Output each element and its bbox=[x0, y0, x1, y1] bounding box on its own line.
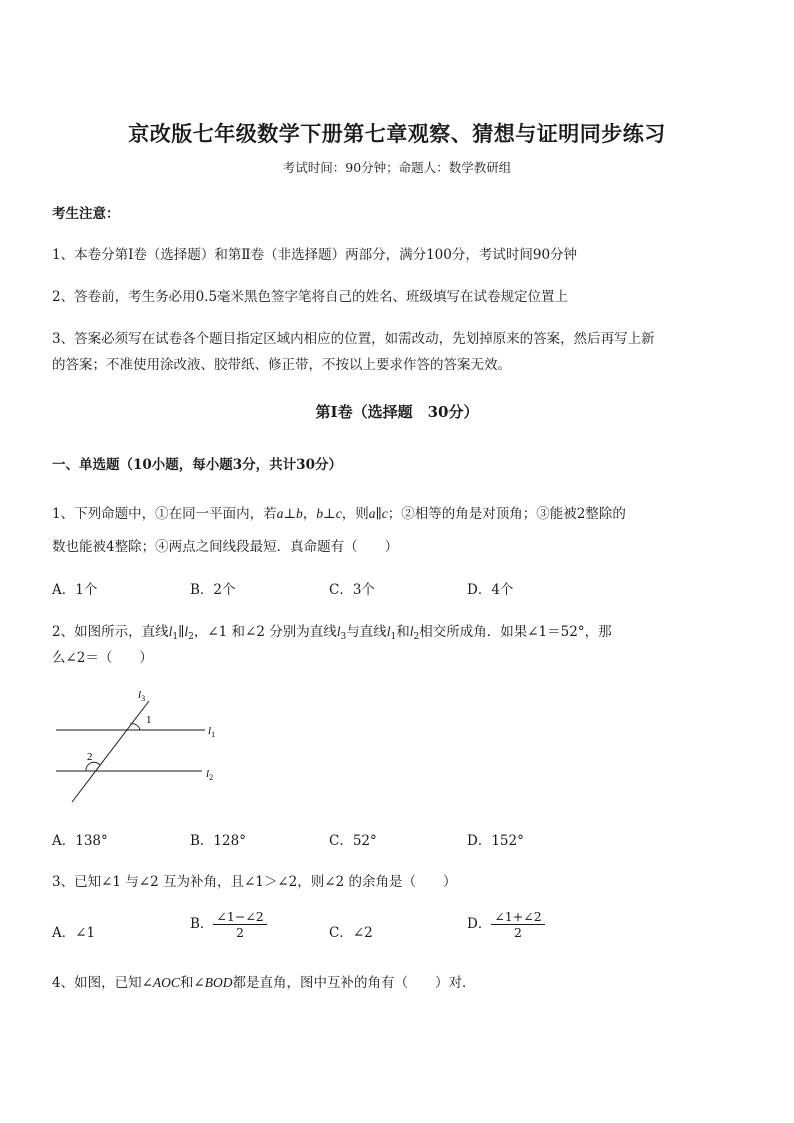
question-4-text: 4、如图，已知∠AOC和∠BOD都是直角，图中互补的角有（ ）对． bbox=[52, 975, 476, 991]
question-2-line-1: 2、如图所示，直线$l_1\parallel l_2$，∠1 和∠2 分别为直线$l_3$与直线$l_1$和$l_2$相交所成角．如果∠1＝52°，那 bbox=[52, 624, 612, 642]
q2-option-c[interactable]: C．52° bbox=[329, 833, 377, 849]
question-2-line-2: 么∠2＝（ ） bbox=[52, 650, 153, 666]
q2-option-a[interactable]: A．138° bbox=[52, 833, 108, 849]
notice-item-1: 1、本卷分第Ⅰ卷（选择题）和第Ⅱ卷（非选择题）两部分，满分100分，考试时间90分钟 bbox=[52, 247, 578, 263]
line-l3 bbox=[72, 701, 149, 802]
q3-option-d[interactable]: D． $\frac{\angle 1+\angle 2}{2}$ bbox=[467, 909, 545, 940]
label-l1: $l_1$ bbox=[208, 725, 216, 739]
q1-option-b[interactable]: B．2个 bbox=[190, 582, 236, 598]
label-l3: $l_3$ bbox=[138, 689, 146, 703]
fraction-b: $\frac{\angle 1-\angle 2}{2}$ bbox=[213, 909, 266, 940]
notice-item-2: 2、答卷前，考生务必用0.5毫米黑色签字笔将自己的姓名、班级填写在试卷规定位置上 bbox=[52, 289, 569, 305]
question-1-line-2: 数也能被4整除；④两点之间线段最短．真命题有（ ） bbox=[52, 539, 399, 555]
part-heading: 一、单选题（10小题，每小题3分，共计30分） bbox=[52, 457, 342, 473]
notice-item-3-line-2: 的答案；不准使用涂改液、胶带纸、修正带，不按以上要求作答的答案无效。 bbox=[52, 357, 511, 373]
parallel-lines-figure bbox=[50, 684, 230, 809]
q1-option-a[interactable]: A．1个 bbox=[52, 582, 98, 598]
angle-1-label: 1 bbox=[146, 714, 152, 726]
section-title: 第Ⅰ卷（选择题 30分） bbox=[315, 403, 479, 421]
question-3-text: 3、已知∠1 与∠2 互为补角，且∠1＞∠2，则∠2 的余角是（ ） bbox=[52, 874, 457, 890]
notice-item-3-line-1: 3、答案必须写在试卷各个题目指定区域内相应的位置，如需改动，先划掉原来的答案，然后再写上新 bbox=[52, 331, 655, 347]
label-l2: $l_2$ bbox=[206, 768, 214, 782]
q3-option-a[interactable]: A．∠1 bbox=[52, 925, 96, 941]
question-1-line-1: 1、下列命题中，①在同一平面内，若a⊥b，b⊥c，则a∥c；②相等的角是对顶角；③能被2整除的 bbox=[52, 506, 626, 522]
q2-option-b[interactable]: B．128° bbox=[190, 833, 246, 849]
angle-2-arc bbox=[86, 762, 100, 771]
fraction-d: $\frac{\angle 1+\angle 2}{2}$ bbox=[491, 909, 544, 940]
q1-option-c[interactable]: C．3个 bbox=[329, 582, 375, 598]
q3-option-c[interactable]: C．∠2 bbox=[329, 925, 373, 941]
q2-option-d[interactable]: D．152° bbox=[467, 833, 524, 849]
q1-option-d[interactable]: D．4个 bbox=[467, 582, 514, 598]
q3-option-b[interactable]: B． $\frac{\angle 1-\angle 2}{2}$ bbox=[190, 909, 267, 940]
notice-heading: 考生注意： bbox=[52, 206, 120, 222]
page-title: 京改版七年级数学下册第七章观察、猜想与证明同步练习 bbox=[128, 121, 666, 146]
angle-2-label: 2 bbox=[87, 751, 93, 763]
exam-info: 考试时间：90分钟；命题人：数学教研组 bbox=[282, 160, 512, 175]
